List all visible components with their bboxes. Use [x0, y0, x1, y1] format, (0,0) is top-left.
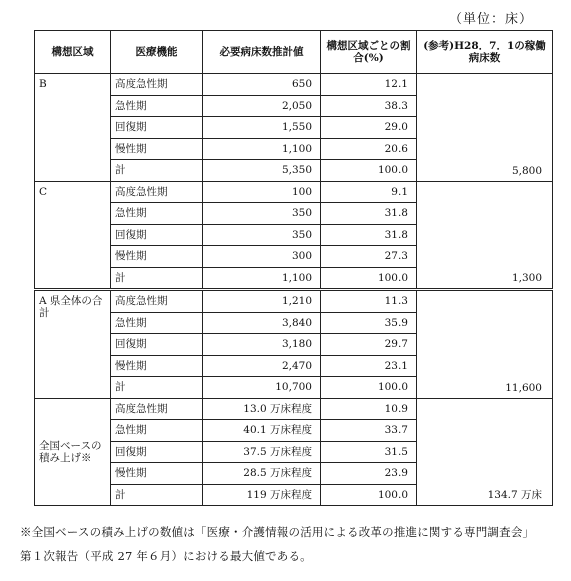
- ratio-cell: 100.0: [321, 377, 417, 399]
- ratio-cell: 31.5: [321, 441, 417, 463]
- beds-cell: 2,470: [203, 355, 321, 377]
- function-cell: 計: [111, 160, 203, 182]
- beds-cell: 28.5 万床程度: [203, 463, 321, 485]
- reference-cell: 11,600: [417, 290, 553, 399]
- ratio-cell: 23.9: [321, 463, 417, 485]
- ratio-cell: 23.1: [321, 355, 417, 377]
- ratio-cell: 20.6: [321, 138, 417, 160]
- beds-cell: 100: [203, 181, 321, 203]
- reference-cell: 5,800: [417, 74, 553, 182]
- group-a-total: [35, 290, 553, 399]
- ratio-cell: 9.1: [321, 181, 417, 203]
- beds-cell: 650: [203, 74, 321, 96]
- header-area: 構想区域: [35, 31, 111, 74]
- footnote-line-2: 第１次報告（平成 27 年６月）における最大値である。: [20, 549, 312, 563]
- ratio-cell: 29.7: [321, 334, 417, 356]
- table-row: [35, 290, 553, 313]
- function-cell: 高度急性期: [111, 398, 203, 420]
- function-cell: 回復期: [111, 224, 203, 246]
- function-cell: 慢性期: [111, 138, 203, 160]
- function-cell: 回復期: [111, 117, 203, 139]
- beds-cell: 350: [203, 224, 321, 246]
- beds-cell: 13.0 万床程度: [203, 398, 321, 420]
- table-row: [35, 74, 553, 96]
- beds-cell: 119 万床程度: [203, 484, 321, 506]
- function-cell: 急性期: [111, 203, 203, 225]
- function-cell: 急性期: [111, 95, 203, 117]
- function-cell: 急性期: [111, 312, 203, 334]
- ratio-cell: 10.9: [321, 398, 417, 420]
- unit-label: （単位：床）: [448, 12, 533, 27]
- function-cell: 急性期: [111, 420, 203, 442]
- function-cell: 回復期: [111, 334, 203, 356]
- footnote-line-1: ※全国ベースの積み上げの数値は「医療・介護情報の活用による改革の推進に関する専門調査会」: [20, 525, 535, 539]
- beds-cell: 37.5 万床程度: [203, 441, 321, 463]
- function-cell: 高度急性期: [111, 181, 203, 203]
- ratio-cell: 100.0: [321, 484, 417, 506]
- function-cell: 計: [111, 484, 203, 506]
- beds-cell: 5,350: [203, 160, 321, 182]
- function-cell: 高度急性期: [111, 74, 203, 96]
- header-ratio: 構想区域ごとの割合(%): [321, 31, 417, 74]
- header-function: 医療機能: [111, 31, 203, 74]
- group-b: [35, 74, 553, 182]
- ratio-cell: 31.8: [321, 203, 417, 225]
- beds-cell: 1,210: [203, 290, 321, 313]
- beds-cell: 1,100: [203, 267, 321, 290]
- header-required-beds: 必要病床数推計値: [203, 31, 321, 74]
- group-national-base: [35, 398, 553, 506]
- area-cell: C: [35, 181, 111, 290]
- footnote: [20, 520, 560, 568]
- function-cell: 慢性期: [111, 355, 203, 377]
- reference-cell: 134.7 万床: [417, 398, 553, 506]
- ratio-cell: 38.3: [321, 95, 417, 117]
- beds-cell: 3,840: [203, 312, 321, 334]
- table-row: [35, 398, 553, 420]
- area-cell: A 県全体の合計: [35, 290, 111, 399]
- beds-cell: 40.1 万床程度: [203, 420, 321, 442]
- ratio-cell: 27.3: [321, 246, 417, 268]
- beds-cell: 1,550: [203, 117, 321, 139]
- reference-cell: 1,300: [417, 181, 553, 290]
- function-cell: 計: [111, 377, 203, 399]
- function-cell: 慢性期: [111, 246, 203, 268]
- area-cell: B: [35, 74, 111, 182]
- group-c: [35, 181, 553, 290]
- ratio-cell: 11.3: [321, 290, 417, 313]
- beds-cell: 300: [203, 246, 321, 268]
- beds-cell: 350: [203, 203, 321, 225]
- area-cell: 全国ベースの積み上げ※: [35, 398, 111, 506]
- beds-cell: 10,700: [203, 377, 321, 399]
- function-cell: 慢性期: [111, 463, 203, 485]
- ratio-cell: 100.0: [321, 160, 417, 182]
- header-reference-beds: (参考)H28．7．1の稼働病床数: [417, 31, 553, 74]
- beds-cell: 1,100: [203, 138, 321, 160]
- function-cell: 計: [111, 267, 203, 290]
- function-cell: 回復期: [111, 441, 203, 463]
- beds-cell: 3,180: [203, 334, 321, 356]
- beds-cell: 2,050: [203, 95, 321, 117]
- table-row: [35, 181, 553, 203]
- ratio-cell: 33.7: [321, 420, 417, 442]
- ratio-cell: 31.8: [321, 224, 417, 246]
- ratio-cell: 12.1: [321, 74, 417, 96]
- header-row: [35, 31, 553, 74]
- ratio-cell: 35.9: [321, 312, 417, 334]
- ratio-cell: 100.0: [321, 267, 417, 290]
- function-cell: 高度急性期: [111, 290, 203, 313]
- bed-estimate-table: [34, 30, 553, 506]
- ratio-cell: 29.0: [321, 117, 417, 139]
